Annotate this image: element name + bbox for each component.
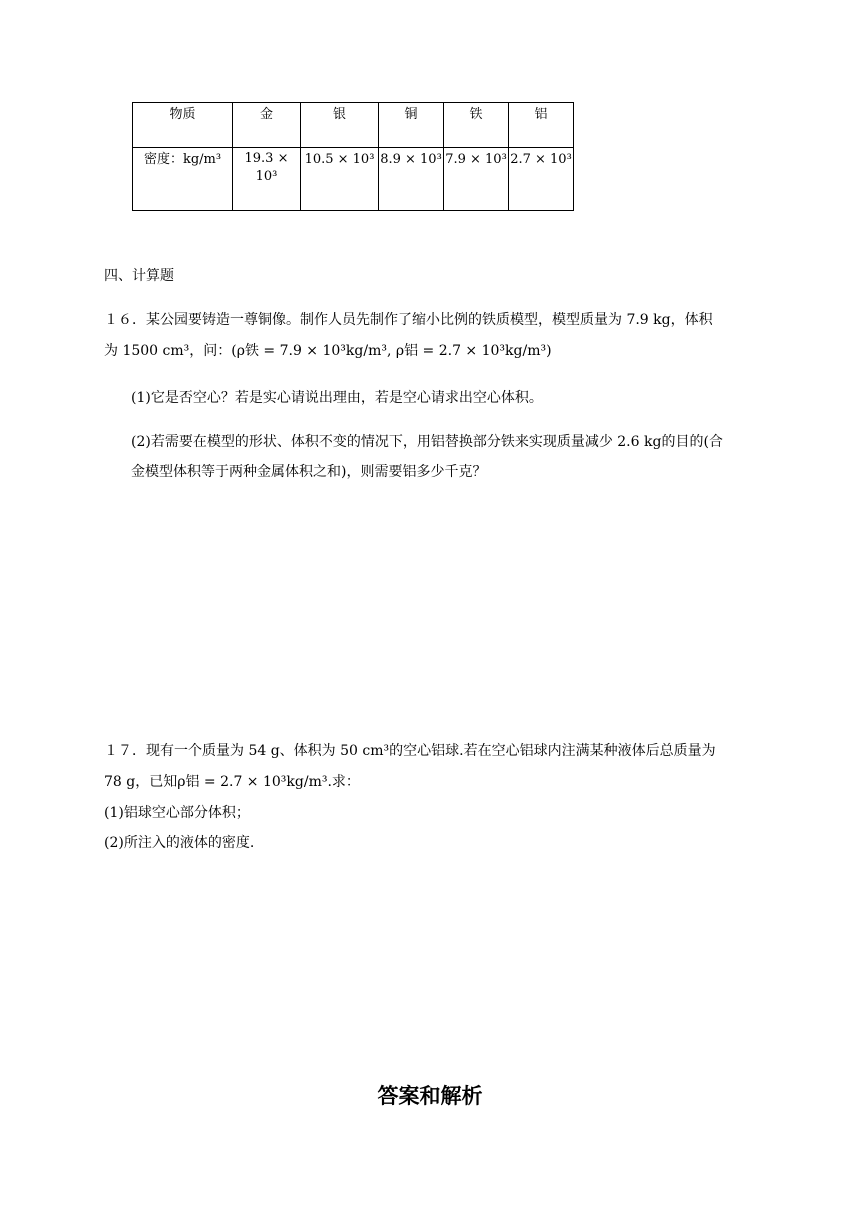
- q17-line1: １７．现有一个质量为 54 g、体积为 50 cm³的空心铝球.若在空心铝球内注满某种液体后总质量为: [104, 743, 716, 759]
- value-gold: 19.3 × 10³: [244, 151, 289, 184]
- q16-line2: 为 1500 cm³，问：(ρ铁 = 7.9 × 10³kg/m³, ρ铝 = 2.7 × 10³kg/m³): [104, 343, 552, 359]
- value-cell: 2.7 × 10³: [509, 148, 574, 211]
- value-cell: 8.9 × 10³: [379, 148, 444, 211]
- table-header-row: [133, 103, 574, 148]
- section-heading: 四、计算题: [104, 268, 174, 284]
- q16-sub2-line1: (2)若需要在模型的形状、体积不变的情况下，用铝替换部分铁来实现质量减少 2.6 kg的目的(合: [131, 434, 723, 450]
- q16-sub1: (1)它是否空心？若是实心请说出理由，若是空心请求出空心体积。: [131, 390, 543, 406]
- q16-line1: １６．某公园要铸造一尊铜像。制作人员先制作了缩小比例的铁质模型，模型质量为 7.9 kg，体积: [104, 312, 713, 328]
- header-cell: 金: [233, 103, 301, 148]
- q17-sub1: (1)铝球空心部分体积；: [104, 805, 250, 821]
- answer-title: 答案和解析: [377, 1084, 483, 1108]
- q17-line2: 78 g，已知ρ铝 = 2.7 × 10³kg/m³.求：: [104, 774, 360, 790]
- value-cell: 10.5 × 10³: [301, 148, 379, 211]
- value-cell-gold: [233, 148, 301, 211]
- table-row: [133, 148, 574, 211]
- q16-sub2-line2: 金模型体积等于两种金属体积之和)，则需要铝多少千克？: [131, 464, 487, 480]
- q17-sub2: (2)所注入的液体的密度.: [104, 835, 255, 851]
- header-cell: 铜: [379, 103, 444, 148]
- header-cell: 物质: [133, 103, 233, 148]
- header-cell: 铁: [444, 103, 509, 148]
- header-cell: 银: [301, 103, 379, 148]
- density-table: [132, 102, 574, 211]
- value-cell: 7.9 × 10³: [444, 148, 509, 211]
- row-label-cell: 密度：kg/m³: [133, 148, 233, 211]
- header-cell: 铝: [509, 103, 574, 148]
